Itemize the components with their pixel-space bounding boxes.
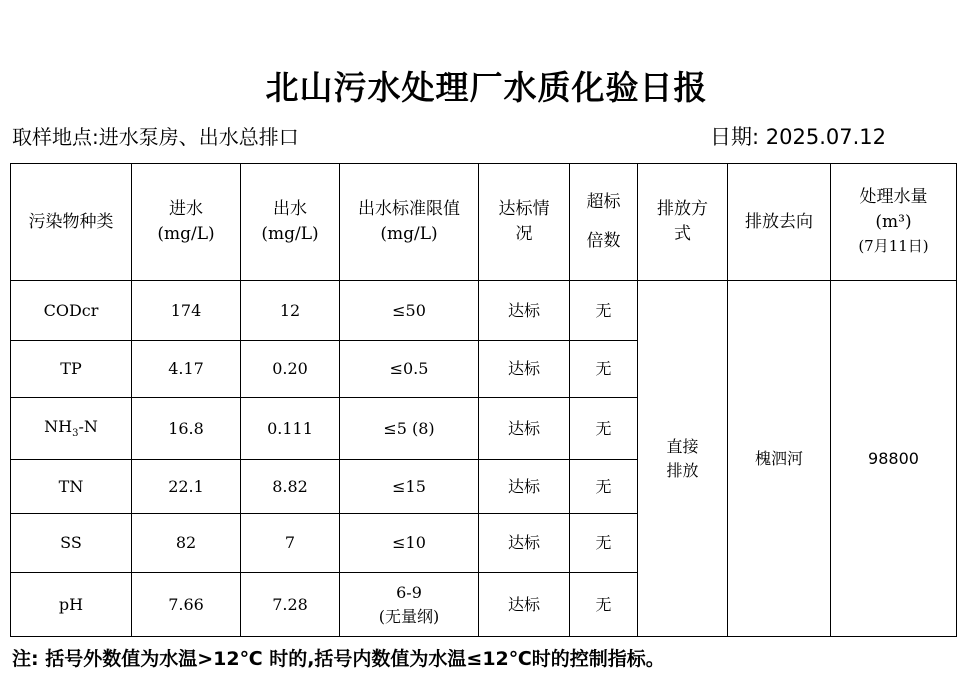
discharge-method-line2: 排放 (666, 460, 699, 480)
header-influent: 进水 (mg/L) (132, 164, 241, 281)
exceed-value: 无 (570, 573, 638, 637)
header-discharge-dest: 排放去向 (728, 164, 831, 281)
limit-value: ≤5 (8) (340, 398, 479, 460)
pollutant-name: SS (11, 514, 132, 573)
effluent-value: 8.82 (241, 460, 340, 514)
exceed-value: 无 (570, 398, 638, 460)
compliance-value: 达标 (479, 514, 570, 573)
pollutant-name: TP (11, 341, 132, 398)
exceed-value: 无 (570, 514, 638, 573)
effluent-value: 0.20 (241, 341, 340, 398)
effluent-value: 12 (241, 281, 340, 341)
discharge-method-cell (638, 281, 728, 637)
effluent-value: 7 (241, 514, 340, 573)
header-effluent: 出水 (mg/L) (241, 164, 340, 281)
influent-value: 174 (132, 281, 241, 341)
pollutant-name: $NH_3-N$ (11, 398, 132, 460)
limit-note: (无量纲) (378, 606, 440, 626)
header-exceed: 超标倍数 (570, 164, 638, 281)
influent-value: 82 (132, 514, 241, 573)
sampling-location: 取样地点:进水泵房、出水总排口 (12, 125, 299, 149)
exceed-value: 无 (570, 341, 638, 398)
pollutant-name: TN (11, 460, 132, 514)
pollutant-name: pH (11, 573, 132, 637)
effluent-value: 7.28 (241, 573, 340, 637)
footnote: 注: 括号外数值为水温>12℃ 时的,括号内数值为水温≤12℃时的控制指标。 (12, 648, 665, 670)
influent-value: 22.1 (132, 460, 241, 514)
table-row (11, 281, 957, 341)
compliance-value: 达标 (479, 460, 570, 514)
header-pollutant: 污染物种类 (11, 164, 132, 281)
header-limit: 出水标准限值 (mg/L) (340, 164, 479, 281)
influent-value: 16.8 (132, 398, 241, 460)
influent-value: 7.66 (132, 573, 241, 637)
pollutant-name: CODcr (11, 281, 132, 341)
header-compliance: 达标情况 (479, 164, 570, 281)
exceed-value: 无 (570, 281, 638, 341)
compliance-value: 达标 (479, 341, 570, 398)
compliance-value: 达标 (479, 573, 570, 637)
exceed-value: 无 (570, 460, 638, 514)
report-title: 北山污水处理厂水质化验日报 (265, 68, 708, 107)
discharge-dest-cell: 槐泗河 (728, 281, 831, 637)
header-volume: 处理水量 (m³) (7月11日) (831, 164, 957, 281)
limit-value: 6-9 (无量纲) (340, 573, 479, 637)
volume-value: 98800 (831, 281, 957, 637)
effluent-value: 0.111 (241, 398, 340, 460)
limit-value: ≤50 (340, 281, 479, 341)
limit-value: ≤10 (340, 514, 479, 573)
influent-value: 4.17 (132, 341, 241, 398)
water-quality-table (10, 163, 957, 637)
compliance-value: 达标 (479, 398, 570, 460)
discharge-method-line1: 直接 (666, 437, 699, 457)
compliance-value: 达标 (479, 281, 570, 341)
report-date: 日期: 2025.07.12 (710, 125, 886, 149)
header-row (11, 164, 957, 281)
header-discharge-method: 排放方式 (638, 164, 728, 281)
limit-value: ≤15 (340, 460, 479, 514)
limit-value: ≤0.5 (340, 341, 479, 398)
